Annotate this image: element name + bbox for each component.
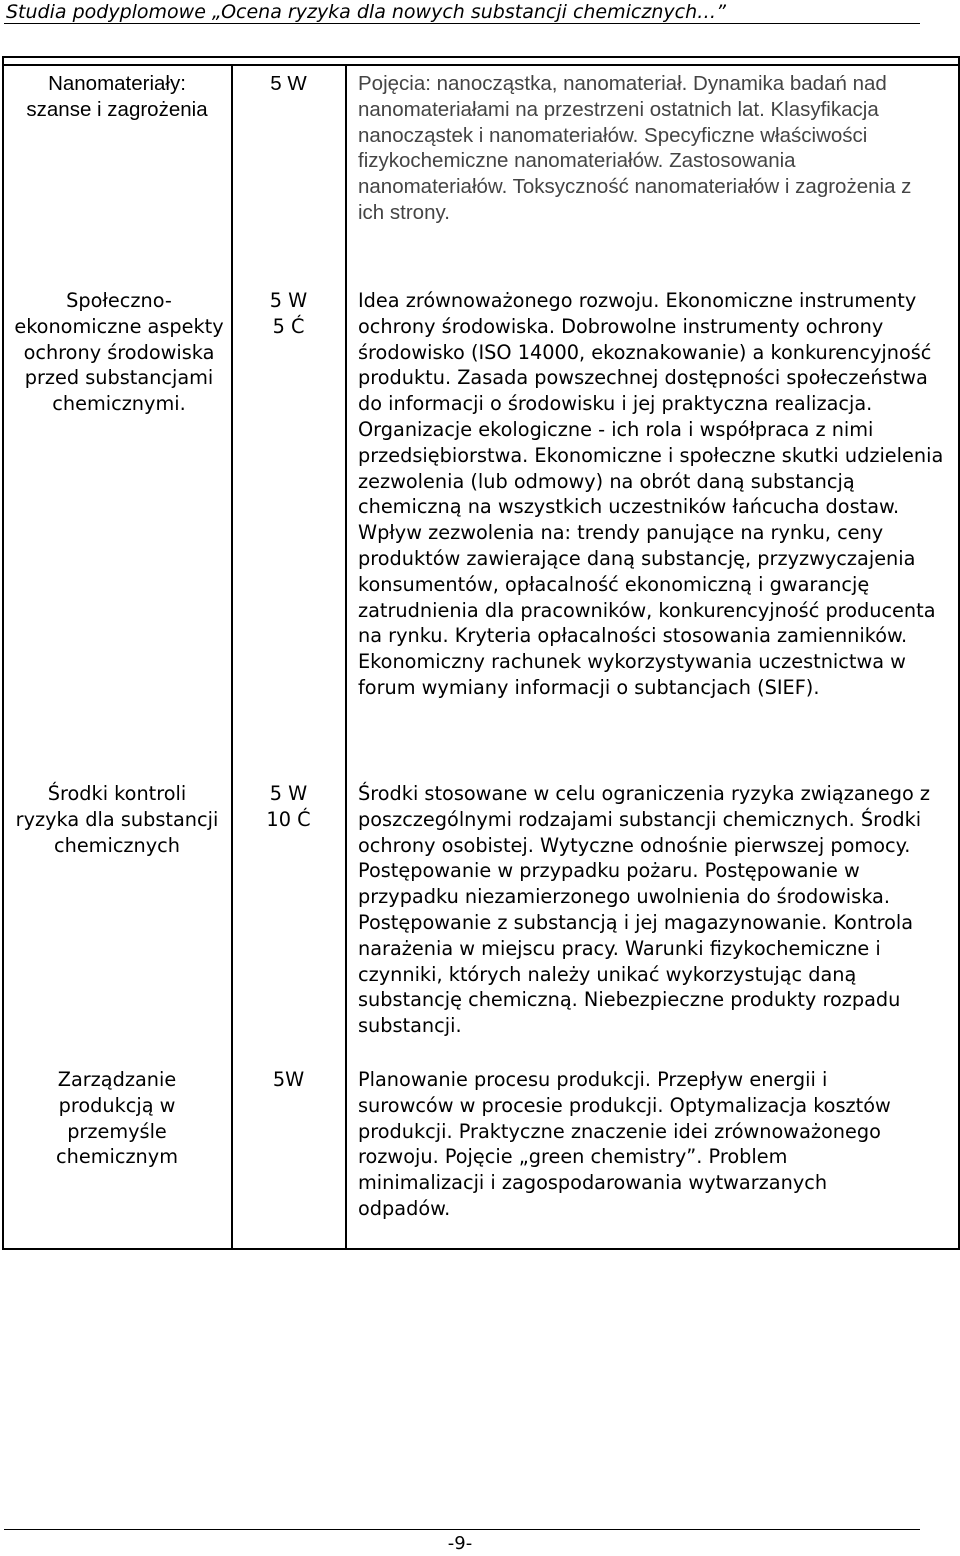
table-bottom-border [2,1248,960,1250]
table-row-3-description: Środki stosowane w celu ograniczenia ryzyka związanego z poszczególnymi rodzajami substancji chemicznych. Środki ochrony osobistej. Wytyczne odnośnie pierwszej pomocy. Postępowanie w przypadku pożaru. Postępowanie w przypadku niezamierzonego uwolnienia do środowiska. Postępowanie z substancją i jej magazynowanie. Kontrola narażenia w miejscu pracy. Warunki fizykochemiczne i czynniki, których należy unikać wykorzystując daną substancję chemiczną. Niebezpieczne produkty rozpadu substancji. [358,782,931,1038]
page-number: -9- [447,1533,473,1554]
table-row-4-description: Planowanie procesu produkcji. Przepływ energii i surowców w procesie produkcji. Optymalizacja kosztów produkcji. Praktyczne znaczenie idei zrównoważonego rozwoju. Pojęcie „green chemistry”. Problem minimalizacji i zagospodarowania wytwarzanych odpadów. [358,1068,891,1220]
table-row-3-hours [233,781,344,833]
table-col-divider-2 [345,64,347,1249]
table-row-4-topic: Zarządzanie produkcją w przemyśle chemicznym [56,1068,178,1169]
hours-line: 5 W [269,782,308,805]
table-row-2-description: Idea zrównoważonego rozwoju. Ekonomiczne instrumenty ochrony środowiska. Dobrowolne instrumenty ochrony środowisko (ISO 14000, ekoznakowanie) a konkurencyjność produktu. Zasada powszechnej dostępności społeczeństwa do informacji o środowisku i jej praktyczna realizacja. Organizacje ekologiczne - ich rola i współpraca z nimi przedsiębiorstwa. Ekonomiczne i społeczne skutki udzielenia zezwolenia (lub odmowy) na obrót daną substancją chemiczną na wszystkich uczestników łańcucha dostaw. Wpływ zezwolenia na: trendy panujące na rynku, ceny produktów zawierające daną substancję, przyzwyczajenia konsumentów, opłacalność ekonomiczną i gwarancję zatrudnienia dla pracowników, konkurencyjność producenta na rynku. Kryteria opłacalności stosowania zamienników. Ekonomiczny rachunek wykorzystywania uczestnictwa w forum wymiany informacji o subtancjach (SIEF). [358,289,944,699]
document-header-title: Studia podyplomowe „Ocena ryzyka dla nowych substancji chemicznych…” [6,1,726,23]
table-right-border [958,56,960,1249]
hours-line: 10 Ć [266,807,311,831]
table-row-1-hours [233,71,344,97]
table-top-border [2,56,960,58]
table-left-border [2,56,4,1249]
table-row-1-description: Pojęcia: nanocząstka, nanomateriał. Dynamika badań nad nanomateriałami na przestrzeni ostatnich lat. Klasyfikacja nanocząstek i nanomateriałów. Specyficzne właściwości fizykochemiczne nanomateriałów. Zastosowania nanomateriałów. Toksyczność nanomateriałów i zagrożenia z ich strony. [358,72,912,224]
table-row-2-hours [233,288,344,340]
hours-line: 5 W [269,289,308,312]
hours-line: 5 W [270,72,307,95]
hours-line: 5W [272,1068,305,1091]
footer-rule [4,1529,920,1530]
table-row-4-hours [233,1067,344,1093]
table-row-2-topic: Społeczno-ekonomiczne aspekty ochrony środowiska przed substancjami chemicznymi. [14,289,224,416]
table-row-3-topic: Środki kontroli ryzyka dla substancji chemicznych [15,782,219,857]
table-header-separator [2,64,960,66]
table-row-1-topic: Nanomateriały: szanse i zagrożenia [26,72,208,121]
hours-line: 5 Ć [272,314,305,338]
